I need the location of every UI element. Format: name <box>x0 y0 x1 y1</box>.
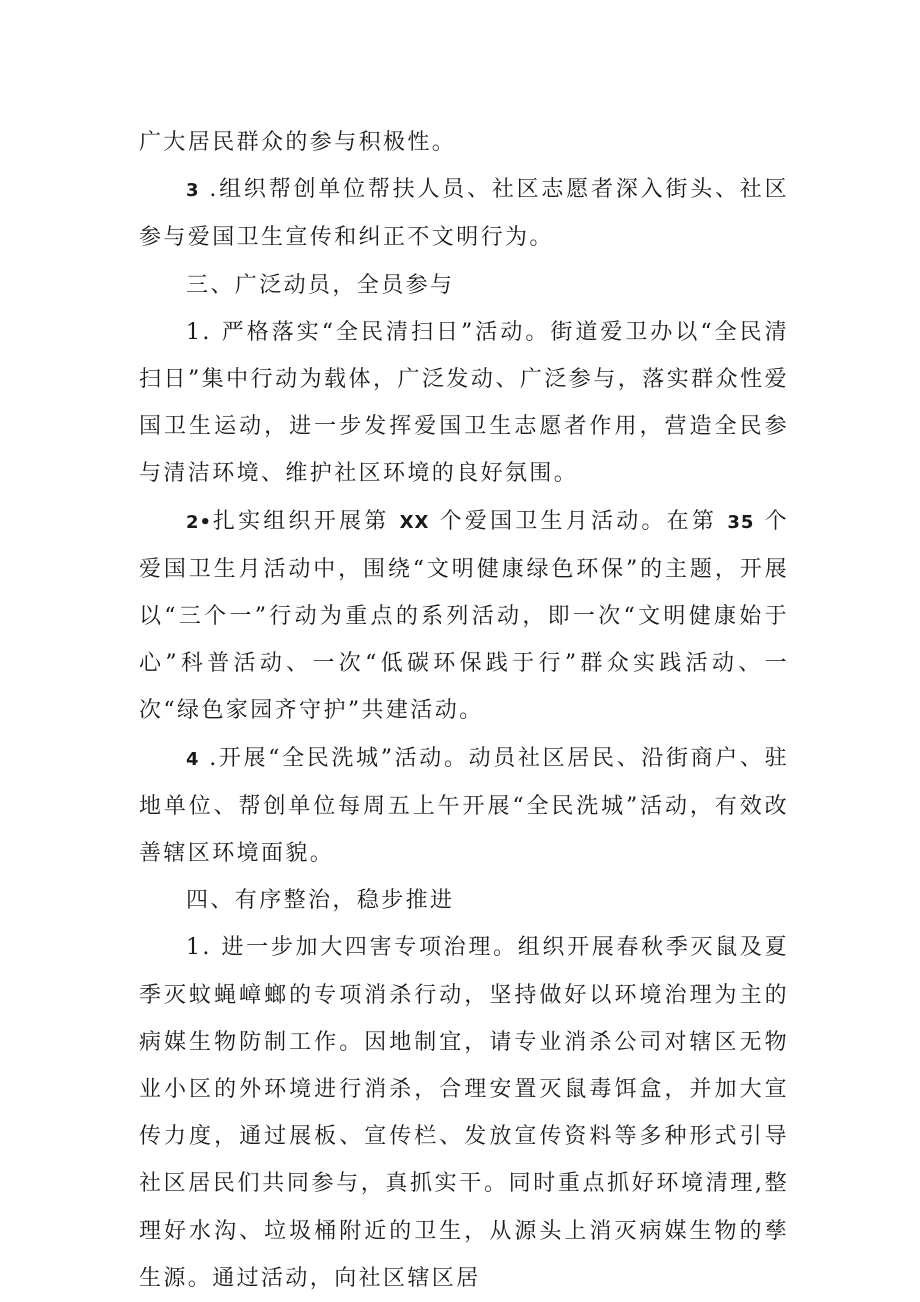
paragraph-text-c: 个爱国卫生月活动中，围绕“文明健康绿色环保”的主题，开展以“三个一”行动为重点的系列活动，即一次“文明健康始于心”科普活动、一次“低碳环保践于行”群众实践活动、一次“绿色家园齐守护”共建活动。 <box>139 508 790 724</box>
paragraph-text-b: 个爱国卫生月活动。在第 <box>429 508 728 534</box>
bold-placeholder: XX <box>399 511 430 533</box>
paragraph-text: 进一步加大四害专项治理。组织开展春秋季灭鼠及夏季灭蚊蝇嶂螂的专项消杀行动，坚持做好以环境治理为主的病媒生物防制工作。因地制宜，请专业消杀公司对辖区无物业小区的外环境进行消杀，合理安置灭鼠毒饵盒，并加大宣传力度，通过展板、宣传栏、发放宣传资料等多种形式引导社区居民们共同参与，真抓实干。同时重点抓好环境清理,整理好水沟、垃圾桶附近的卫生，从源头上消灭病媒生物的孳生源。通过活动，向社区辖区居 <box>139 935 789 1291</box>
section-heading-3 <box>139 262 789 309</box>
heading-text: 四、有序整治，稳步推进 <box>186 888 455 914</box>
paragraph-item-4-city-wash <box>139 735 789 878</box>
paragraph-item-2-health-month <box>139 498 789 735</box>
section-heading-4 <box>139 877 789 924</box>
item-number: 1. <box>186 935 212 961</box>
heading-text: 三、广泛动员，全员参与 <box>186 272 455 298</box>
item-number: 3 <box>186 180 200 202</box>
paragraph-item-3 <box>139 166 789 261</box>
item-number: 4 <box>186 748 200 770</box>
paragraph-text-a: 扎实组织开展第 <box>212 508 400 534</box>
paragraph-continuation <box>139 119 789 166</box>
bold-number: 35 <box>727 511 755 533</box>
paragraph-text: .开展“全民洗城”活动。动员社区居民、沿街商户、驻地单位、帮创单位每周五上午开展“全民洗城”活动，有效改善辖区环境面貌。 <box>139 745 789 867</box>
paragraph-text: 广大居民群众的参与积极性。 <box>139 130 457 155</box>
paragraph-text: .组织帮创单位帮扶人员、社区志愿者深入街头、社区参与爱国卫生宣传和纠正不文明行为。 <box>139 177 789 251</box>
item-number: 2• <box>186 511 213 533</box>
paragraph-text: 严格落实“全民清扫日”活动。街道爱卫办以“全民清扫日”集中行动为载体，广泛发动、广泛参与，落实群众性爱国卫生运动，进一步发挥爱国卫生志愿者作用，营造全民参与清洁环境、维护社区环境的良好氛围。 <box>139 319 789 487</box>
item-number: 1. <box>186 319 212 345</box>
document-body <box>139 119 789 1302</box>
paragraph-item-1-cleaning-day <box>139 309 789 498</box>
paragraph-item-1-pest-control <box>139 924 789 1302</box>
